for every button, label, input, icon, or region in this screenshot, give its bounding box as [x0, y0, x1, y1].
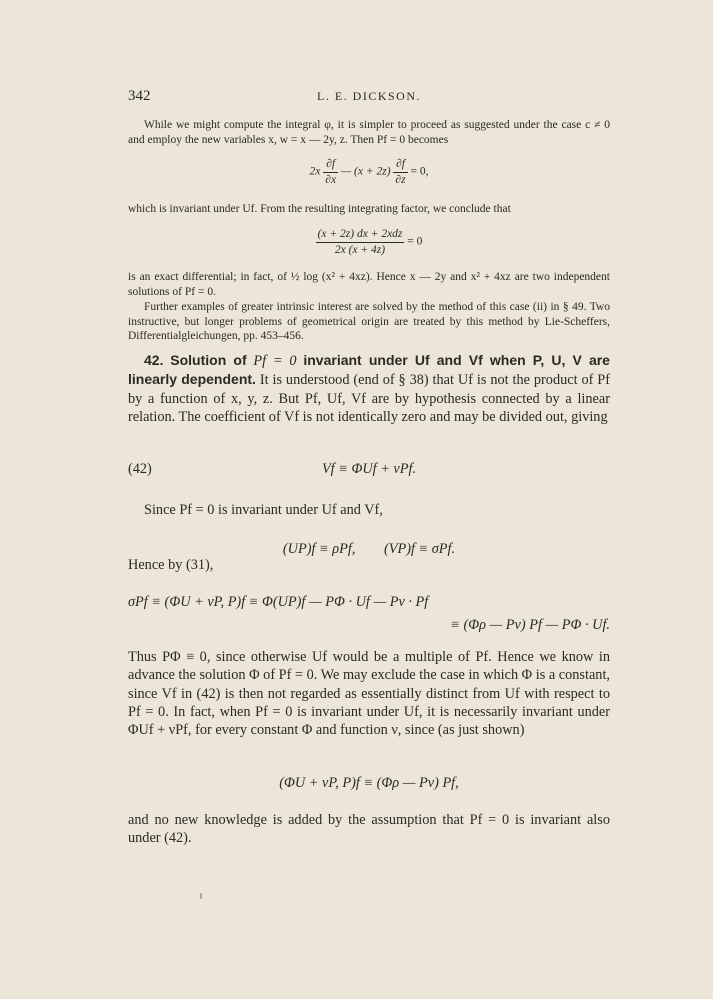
eq1-denominator-z: ∂z [395, 173, 406, 186]
page-header [128, 88, 610, 106]
paragraph-exact: is an exact differential; in fact, of ½ log (x² + 4xz). Hence x — 2y and x² + 4xz are two independent solutions of Pf = 0. [128, 271, 610, 298]
equation-42 [128, 460, 610, 478]
paragraph-further-examples: Further examples of greater intrinsic interest are solved by the method of this case (ii) in § 49. Two instructive, but longer problems of geometrical origin are treated by this method by Lie-Scheffers, Differentialgleichungen, pp. 453–456. [128, 301, 610, 342]
section-number: 42. [144, 352, 164, 368]
equation-42-body: Vf ≡ ΦUf + νPf. [321, 461, 417, 477]
equation-final: (ΦU + νP, P)f ≡ (Φρ — Pν) Pf, [279, 775, 459, 791]
eq2-right: = 0 [407, 235, 423, 248]
equation-long-line2: ≡ (Φρ — Pν) Pf — PΦ · Uf. [450, 617, 610, 633]
paragraph-intro: While we might compute the integral φ, it is simpler to proceed as suggested under the case c ≠ 0 and employ the new variables x, w = x — 2y, z. Then Pf = 0 becomes [128, 119, 610, 146]
section-heading-a: Solution of [170, 352, 247, 368]
page-number: 342 [128, 88, 151, 104]
eq1-left: 2x [309, 165, 321, 178]
equation-exact-differential [128, 227, 610, 257]
equation-long-line1: σPf ≡ (ΦU + νP, P)f ≡ Φ(UP)f — PΦ · Uf — Pν · Pf [128, 594, 429, 610]
eq2-numerator: (x + 2z) dx + 2xdz [316, 227, 405, 243]
paragraph-final: and no new knowledge is added by the assumption that Pf = 0 is invariant also under (42). [128, 812, 610, 847]
eq1-numerator-z: ∂f [393, 157, 407, 173]
equation-brackets: (UP)f ≡ ρPf, (VP)f ≡ σPf. [282, 541, 456, 557]
section-heading-b: invariant under Uf and Vf when P, U, V are linearly dependent. [128, 352, 610, 388]
paragraph-invariant: which is invariant under Uf. From the resulting integrating factor, we conclude that [128, 203, 511, 215]
eq1-denominator-x: ∂x [325, 173, 337, 186]
eq1-numerator-x: ∂f [323, 157, 338, 173]
eq1-middle: — (x + 2z) [340, 165, 391, 178]
paper-speck [200, 893, 202, 899]
eq1-right: = 0, [410, 165, 429, 178]
eq2-fraction [316, 227, 405, 257]
paragraph-since: Since Pf = 0 is invariant under Uf and Vf, [144, 502, 383, 518]
eq1-fraction-z [393, 157, 407, 187]
equation-pf-transformed [128, 157, 610, 187]
eq2-denominator: 2x (x + 4z) [334, 243, 386, 256]
equation-42-label: (42) [128, 461, 152, 477]
section-42 [128, 351, 610, 426]
section-body: It is understood (end of § 38) that Uf is not the product of Pf by a function of x, y, z. But Pf, Uf, Vf are by hypothesis connected by a linear relation. The coefficient of Vf is not identically zero and may be divided out, giving [128, 372, 610, 425]
paragraph-hence: Hence by (31), [128, 557, 214, 573]
paragraph-thus: Thus PΦ ≡ 0, since otherwise Uf would be a multiple of Pf. Hence we know in advance the solution Φ of Pf = 0. We may exclude the case in which Φ is a constant, since Vf in (42) is then not regarded as essentially distinct from Uf with respect to Pf = 0. In fact, when Pf = 0 is invariant under Uf, it is necessarily invariant under ΦUf + νPf, for every constant Φ and function ν, since (as just shown) [128, 649, 610, 739]
section-heading-math: Pf = 0 [253, 353, 297, 369]
eq1-fraction-x [323, 157, 338, 187]
running-title: L. E. DICKSON. [317, 89, 421, 103]
